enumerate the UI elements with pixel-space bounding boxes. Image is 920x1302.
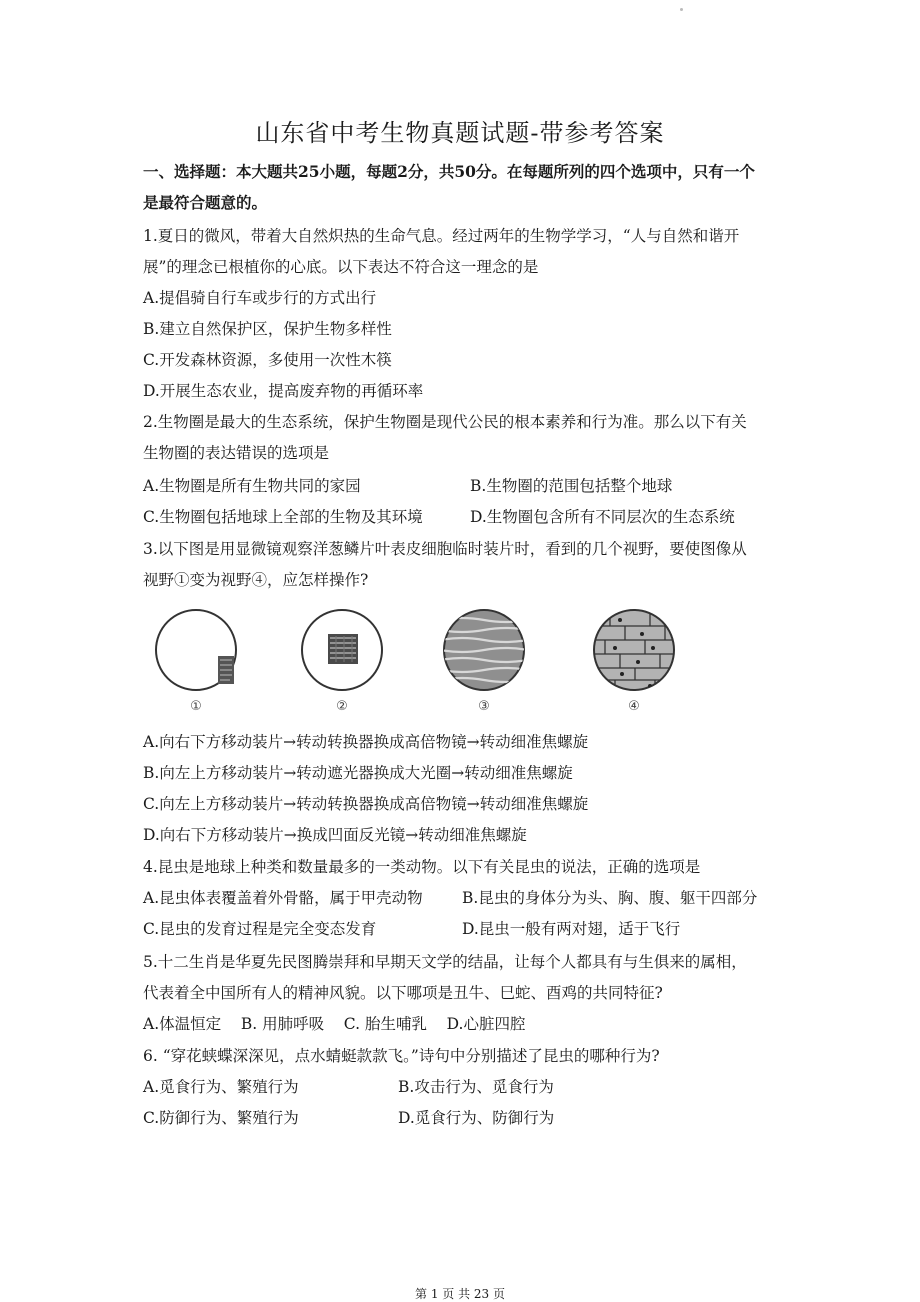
q4-option-c: C.昆虫的发育过程是完全变态发育 xyxy=(143,920,377,938)
q3-stem-line2: 视野①变为视野④，应怎样操作? xyxy=(143,571,369,589)
q3-option-c: C.向左上方移动装片→转动转换器换成高倍物镜→转动细准焦螺旋 xyxy=(143,795,589,813)
page-title: 山东省中考生物真题试题-带参考答案 xyxy=(255,119,665,147)
q2-stem-line1: 2.生物圈是最大的生态系统，保护生物圈是现代公民的根本素养和行为准。那么以下有关 xyxy=(143,413,747,431)
q4-option-a: A.昆虫体表覆盖着外骨骼，属于甲壳动物 xyxy=(143,889,423,907)
q2-option-a: A.生物圈是所有生物共同的家园 xyxy=(143,477,361,495)
q2-option-b: B.生物圈的范围包括整个地球 xyxy=(470,477,673,495)
q2-option-d: D.生物圈包含所有不同层次的生态系统 xyxy=(470,508,735,526)
microscope-fields-figure xyxy=(150,604,690,716)
q3-option-a: A.向右下方移动装片→转动转换器换成高倍物镜→转动细准焦螺旋 xyxy=(143,733,589,751)
q4-option-b: B.昆虫的身体分为头、胸、腹、躯干四部分 xyxy=(462,889,758,907)
scan-speck xyxy=(680,8,683,11)
field-2 xyxy=(302,610,382,690)
q1-option-b: B.建立自然保护区，保护生物多样性 xyxy=(143,320,392,338)
field-label-2: ② xyxy=(336,699,348,714)
q1-option-d: D.开展生态农业，提高废弃物的再循环率 xyxy=(143,382,424,400)
q1-option-a: A.提倡骑自行车或步行的方式出行 xyxy=(143,289,377,307)
q5-stem-line2: 代表着全中国所有人的精神风貌。以下哪项是丑牛、巳蛇、酉鸡的共同特征? xyxy=(143,984,663,1002)
q3-option-b: B.向左上方移动装片→转动遮光器换成大光圈→转动细准焦螺旋 xyxy=(143,764,573,782)
field-4 xyxy=(590,610,680,694)
q1-stem-line1: 1.夏日的微风，带着大自然炽热的生命气息。经过两年的生物学学习，“人与自然和谐开 xyxy=(143,227,740,245)
field-1 xyxy=(156,610,236,690)
section-heading-line2: 是最符合题意的。 xyxy=(143,193,268,212)
q3-stem-line1: 3.以下图是用显微镜观察洋葱鳞片叶表皮细胞临时装片时，看到的几个视野，要使图像从 xyxy=(143,540,747,558)
q6-stem: 6. “穿花蛱蝶深深见，点水蜻蜓款款飞。”诗句中分别描述了昆虫的哪种行为? xyxy=(143,1047,660,1065)
page-footer: 第 1 页 共 23 页 xyxy=(415,1287,505,1301)
field-label-1: ① xyxy=(190,699,202,714)
q4-option-d: D.昆虫一般有两对翅，适于飞行 xyxy=(462,920,681,938)
q6-option-d: D.觅食行为、防御行为 xyxy=(398,1109,555,1127)
field-3 xyxy=(440,610,528,690)
q2-option-c: C.生物圈包括地球上全部的生物及其环境 xyxy=(143,508,423,526)
q6-option-c: C.防御行为、繁殖行为 xyxy=(143,1109,299,1127)
field-label-4: ④ xyxy=(628,699,640,714)
q5-options: A.体温恒定 B. 用肺呼吸 C. 胎生哺乳 D.心脏四腔 xyxy=(143,1015,526,1033)
q2-stem-line2: 生物圈的表达错误的选项是 xyxy=(143,444,330,462)
field-label-3: ③ xyxy=(478,699,490,714)
q1-stem-line2: 展”的理念已根植你的心底。以下表达不符合这一理念的是 xyxy=(143,258,539,276)
q3-option-d: D.向右下方移动装片→换成凹面反光镜→转动细准焦螺旋 xyxy=(143,826,527,844)
section-heading-line1: 一、选择题：本大题共25小题，每题2分，共50分。在每题所列的四个选项中，只有一个 xyxy=(143,162,755,181)
q6-option-b: B.攻击行为、觅食行为 xyxy=(398,1078,554,1096)
q6-option-a: A.觅食行为、繁殖行为 xyxy=(143,1078,299,1096)
q4-stem: 4.昆虫是地球上种类和数量最多的一类动物。以下有关昆虫的说法，正确的选项是 xyxy=(143,858,701,876)
q5-stem-line1: 5.十二生肖是华夏先民图腾崇拜和早期天文学的结晶，让每个人都具有与生俱来的属相， xyxy=(143,953,747,971)
q1-option-c: C.开发森林资源，多使用一次性木筷 xyxy=(143,351,392,369)
